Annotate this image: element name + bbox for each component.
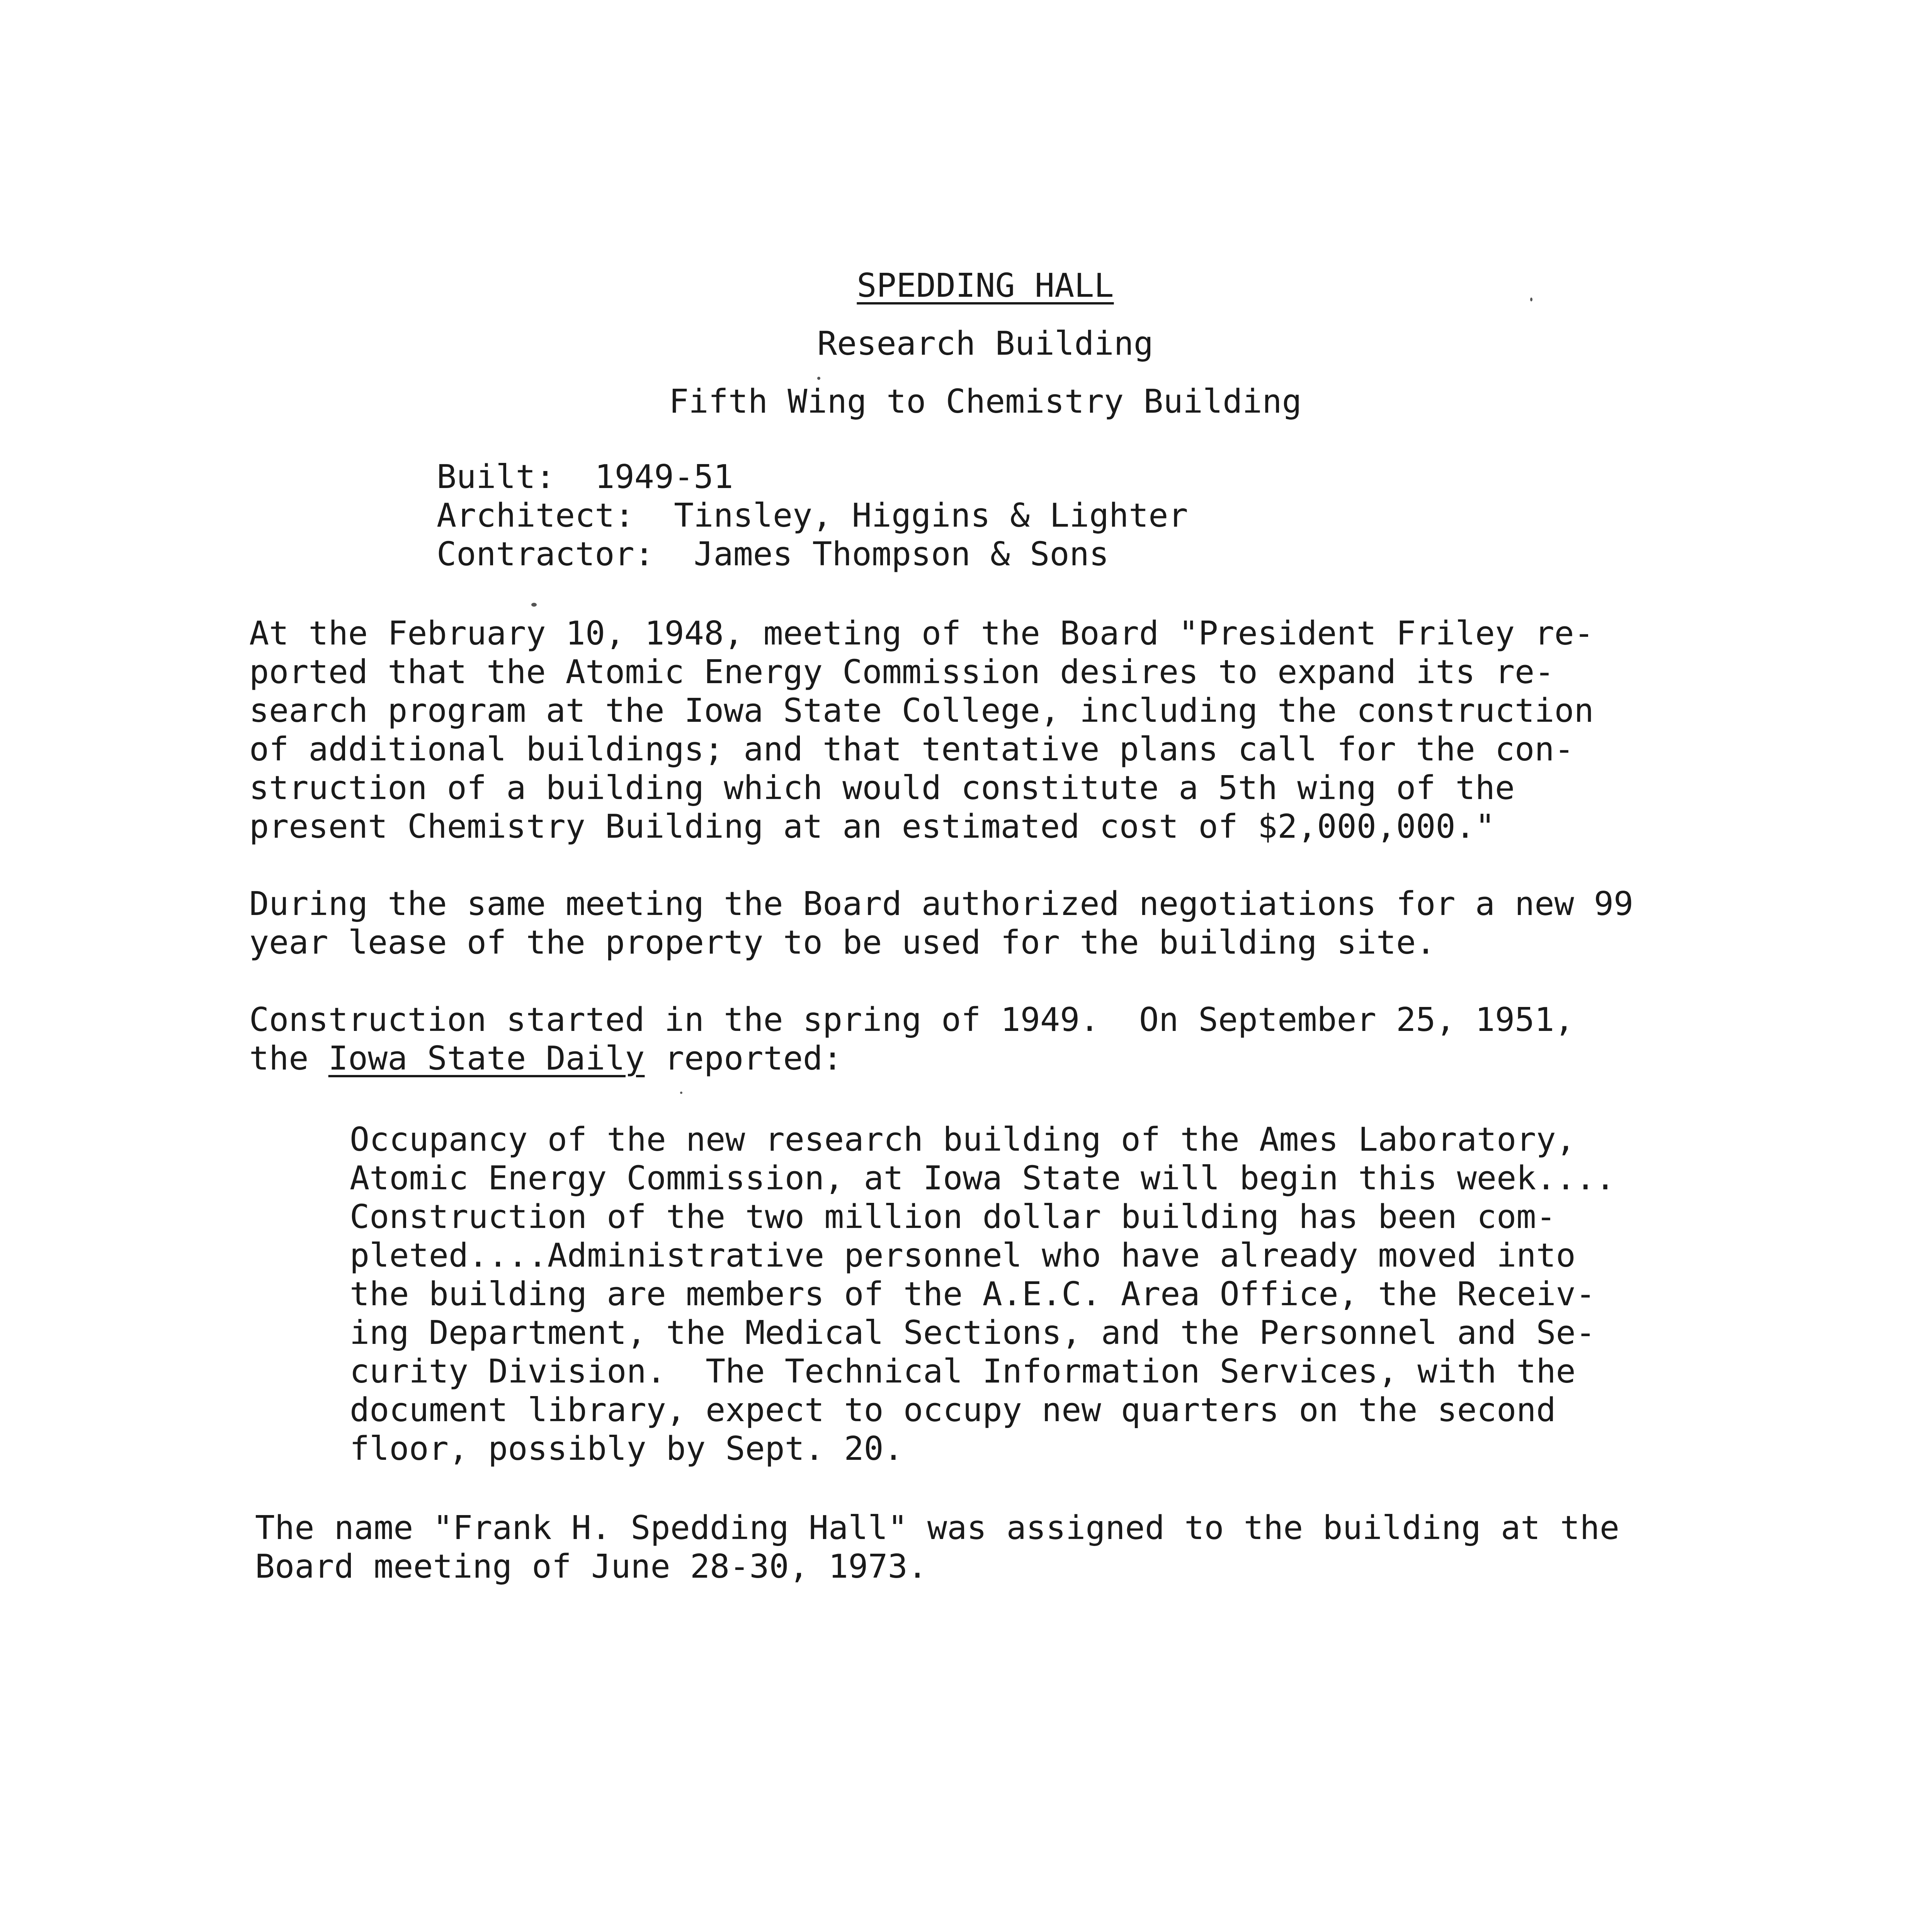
quote-line: document library, expect to occupy new quarters on the second (350, 1391, 1556, 1429)
quote-line: Construction of the two million dollar building has been com- (350, 1198, 1556, 1236)
paragraph-line: ported that the Atomic Energy Commission desires to expand its re- (249, 653, 1554, 691)
subtitle-fifth-wing: Fifth Wing to Chemistry Building (669, 383, 1302, 421)
paragraph-line: During the same meeting the Board authorized negotiations for a new 99 (249, 885, 1634, 923)
quote-line: curity Division. The Technical Information Services, with the (350, 1352, 1576, 1391)
scan-speck (817, 377, 820, 380)
paragraph-line: Board meeting of June 28-30, 1973. (255, 1548, 927, 1586)
quote-line: floor, possibly by Sept. 20. (350, 1430, 903, 1468)
paragraph-line: struction of a building which would constitute a 5th wing of the (249, 769, 1515, 807)
paragraph-line: year lease of the property to be used for the building site. (249, 923, 1436, 962)
quote-line: ing Department, the Medical Sections, and the Personnel and Se- (350, 1314, 1595, 1352)
contractor-line: Contractor: James Thompson & Sons (437, 535, 1109, 573)
paragraph-line: Construction started in the spring of 1949. On September 25, 1951, (249, 1001, 1574, 1039)
quote-line: pleted....Administrative personnel who have already moved into (350, 1236, 1576, 1275)
paragraph-line: of additional buildings; and that tentative plans call for the con- (249, 730, 1574, 769)
paragraph-line: The name "Frank H. Spedding Hall" was assigned to the building at the (255, 1509, 1620, 1547)
paragraph-line: At the February 10, 1948, meeting of the Board "President Friley re- (249, 614, 1594, 653)
text-run: the (249, 1039, 328, 1078)
paragraph-line-newspaper (249, 1039, 842, 1078)
architect-line: Architect: Tinsley, Higgins & Lighter (437, 497, 1188, 535)
scan-speck (1530, 298, 1532, 301)
newspaper-name: Iowa State Daily (328, 1039, 645, 1078)
text-run: reported: (645, 1039, 843, 1078)
quote-line: the building are members of the A.E.C. Area Office, the Receiv- (350, 1275, 1595, 1313)
quote-line: Occupancy of the new research building of the Ames Laboratory, (350, 1121, 1576, 1159)
built-line: Built: 1949-51 (437, 458, 733, 496)
scan-speck (680, 1092, 682, 1094)
quote-line: Atomic Energy Commission, at Iowa State will begin this week.... (350, 1159, 1616, 1197)
scan-speck (531, 603, 537, 607)
subtitle-research-building: Research Building (817, 325, 1153, 363)
page-title: SPEDDING HALL (857, 267, 1114, 305)
paragraph-line: search program at the Iowa State College, including the construction (249, 692, 1594, 730)
paragraph-line: present Chemistry Building at an estimated cost of $2,000,000." (249, 808, 1495, 846)
